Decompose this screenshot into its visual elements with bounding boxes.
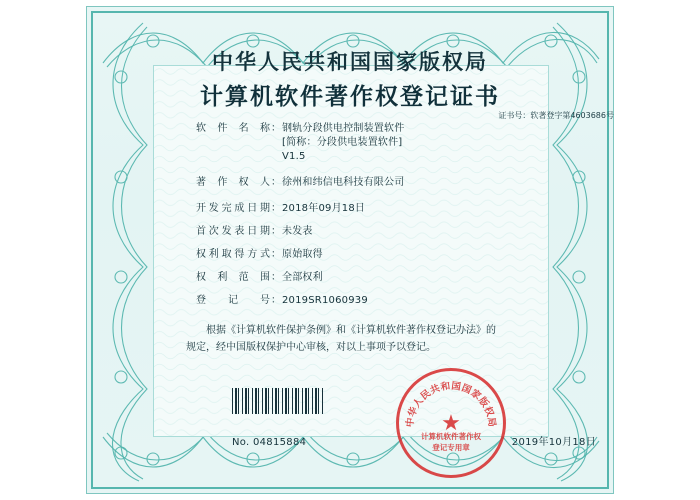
field-value: 徐州和纬信电科技有限公司 <box>282 177 405 188</box>
field-row-rights-scope <box>196 271 526 285</box>
field-separator: ： <box>271 226 281 237</box>
field-label: 首次发表日期 <box>196 226 270 237</box>
field-separator: ： <box>271 203 281 214</box>
field-value-line: [简称：分段供电装置软件] <box>282 137 403 148</box>
official-seal <box>396 368 506 478</box>
field-separator: ： <box>271 295 281 306</box>
field-row-first-publish-date <box>196 225 526 239</box>
field-row-acquisition-method <box>196 248 526 262</box>
field-label: 开发完成日期 <box>196 203 270 214</box>
field-label: 著作权人 <box>196 177 270 188</box>
field-label: 登记号 <box>196 295 270 306</box>
barcode <box>232 388 324 414</box>
field-value: 未发表 <box>282 226 313 237</box>
seal-text-line-1: 计算机软件著作权 <box>421 432 481 441</box>
certificate-number: 证书号：软著登字第4603686号 <box>498 111 614 120</box>
field-value: 2018年09月18日 <box>282 203 366 214</box>
statement-line-2: 规定，经中国版权保护中心审核，对以上事项予以登记。 <box>186 342 436 353</box>
field-label: 软件名称 <box>196 123 270 134</box>
seal-text-line-2: 登记专用章 <box>432 443 470 452</box>
field-separator: ： <box>271 123 281 134</box>
field-row-copyright-owner <box>196 176 526 190</box>
issue-date: 2019年10月18日 <box>511 437 596 448</box>
field-row-registration-number <box>196 294 526 308</box>
field-value: 全部权利 <box>282 272 323 283</box>
field-value-line: 钢轨分段供电控制装置软件 <box>282 123 405 134</box>
statement-line-1: 根据《计算机软件保护条例》和《计算机软件著作权登记办法》的 <box>206 325 496 336</box>
field-value-line: V1.5 <box>282 151 306 162</box>
field-separator: ： <box>271 272 281 283</box>
field-value <box>282 122 526 164</box>
statement-paragraph <box>186 322 504 356</box>
field-label: 权利取得方式 <box>196 249 270 260</box>
field-value: 原始取得 <box>282 249 323 260</box>
field-value: 2019SR1060939 <box>282 295 368 306</box>
page-title-certificate: 计算机软件著作权登记证书 <box>200 84 500 110</box>
field-row-development-date <box>196 202 526 216</box>
field-list <box>196 122 526 317</box>
field-separator: ： <box>271 177 281 188</box>
serial-number: No. 04815884 <box>232 437 307 448</box>
field-label: 权利范围 <box>196 272 270 283</box>
seal-star: ★ <box>441 410 461 435</box>
field-row-software-name <box>196 122 526 164</box>
field-separator: ： <box>271 249 281 260</box>
svg-text:中华人民共和国国家版权局: 中华人民共和国国家版权局 <box>404 380 498 428</box>
page-title-authority: 中华人民共和国国家版权局 <box>212 50 488 74</box>
